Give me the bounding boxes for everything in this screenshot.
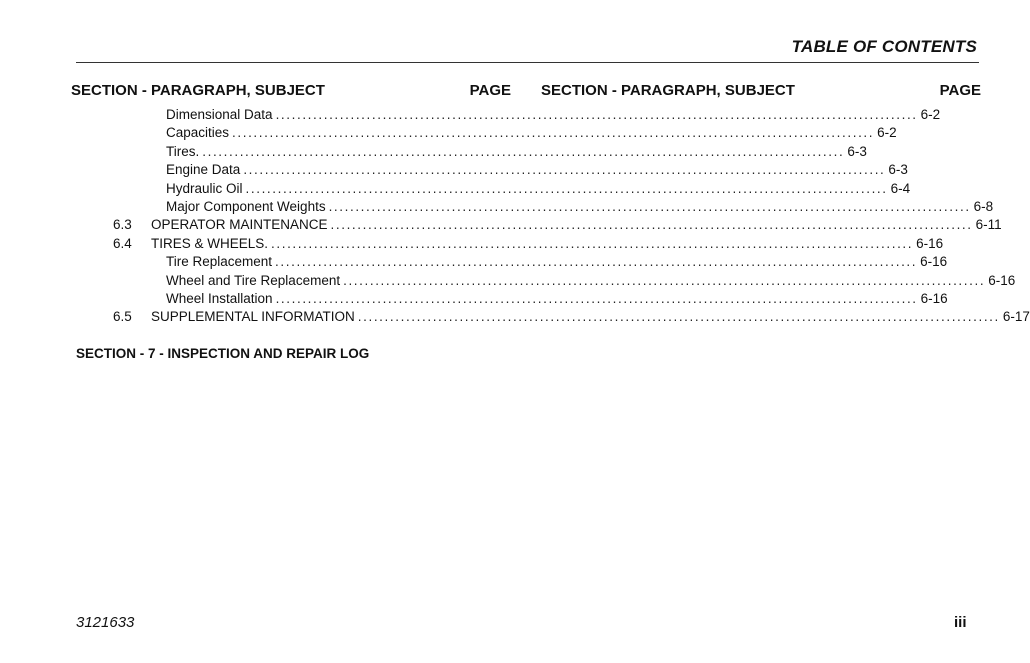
toc-entry-title: Tires. xyxy=(166,143,200,159)
toc-entry-page: 6-16 xyxy=(920,291,948,306)
toc-entry-title: SUPPLEMENTAL INFORMATION xyxy=(151,309,355,325)
toc-entry-title: Capacities xyxy=(166,125,230,141)
toc-entry-number: 6.4 xyxy=(113,235,132,251)
toc-entry[interactable] xyxy=(113,308,1030,326)
toc-entry-page: 6-11 xyxy=(975,217,1002,233)
toc-entry-title: Hydraulic Oil xyxy=(166,180,243,196)
dot-leader: ........................................................................................................................ xyxy=(232,125,875,141)
toc-entry-title: Major Component Weights xyxy=(166,199,326,214)
toc-entry-title: TIRES & WHEELS. xyxy=(151,235,269,251)
header-rule xyxy=(76,62,979,63)
column-header-left xyxy=(71,82,511,102)
toc-entry-page: 6-2 xyxy=(920,107,941,122)
toc-entry[interactable] xyxy=(166,253,948,271)
toc-entry-title: Wheel and Tire Replacement xyxy=(166,272,341,288)
toc-entry[interactable] xyxy=(166,124,897,142)
page-heading: PAGE xyxy=(469,82,511,99)
dot-leader: ........................................................................................................................ xyxy=(357,309,1000,325)
toc-entry[interactable] xyxy=(166,272,1016,290)
toc-entry-page: 6-16 xyxy=(920,254,948,270)
toc-entry-page: 6-3 xyxy=(888,162,908,178)
column-header-right xyxy=(541,82,981,102)
toc-entry[interactable] xyxy=(166,161,908,179)
page-number: iii xyxy=(954,614,967,631)
dot-leader: ........................................................................................................................ xyxy=(245,180,888,196)
toc-entry[interactable] xyxy=(166,106,941,124)
subject-heading: SECTION - PARAGRAPH, SUBJECT xyxy=(541,82,795,99)
toc-entry-page: 6-16 xyxy=(988,272,1016,288)
dot-leader: ........................................................................................................................ xyxy=(343,272,986,288)
document-number: 3121633 xyxy=(76,614,135,631)
dot-leader: ........................................................................................................................ xyxy=(275,254,918,270)
toc-entry-page: 6-4 xyxy=(890,180,911,196)
toc-entry-title: OPERATOR MAINTENANCE xyxy=(151,217,328,233)
toc-entry[interactable] xyxy=(166,180,911,198)
dot-leader: ........................................................................................................................ xyxy=(328,199,971,214)
toc-entry[interactable] xyxy=(166,290,948,308)
dot-leader: ........................................................................................................................ xyxy=(271,235,914,251)
toc-entry-title: Engine Data xyxy=(166,162,241,178)
toc-entry-page: 6-17 xyxy=(1002,309,1030,325)
toc-entry[interactable] xyxy=(166,198,994,216)
dot-leader: ........................................................................................................................ xyxy=(330,217,973,233)
toc-entry-title: Dimensional Data xyxy=(166,107,273,122)
dot-leader: ........................................................................................................................ xyxy=(202,143,845,159)
page-title: TABLE OF CONTENTS xyxy=(791,37,977,56)
toc-entry-page: 6-8 xyxy=(973,199,994,214)
toc-entry[interactable] xyxy=(113,235,944,253)
toc-entry-title: Tire Replacement xyxy=(166,254,273,270)
toc-entry[interactable] xyxy=(113,216,1002,234)
toc-entry-page: 6-16 xyxy=(916,235,944,251)
dot-leader: ........................................................................................................................ xyxy=(275,107,918,122)
subject-heading: SECTION - PARAGRAPH, SUBJECT xyxy=(71,82,325,99)
toc-entry-title: Wheel Installation xyxy=(166,291,273,306)
dot-leader: ........................................................................................................................ xyxy=(243,162,886,178)
toc-entry-number: 6.5 xyxy=(113,309,132,325)
toc-entry-number: 6.3 xyxy=(113,217,132,233)
toc-entry-page: 6-3 xyxy=(847,143,867,159)
page-heading: PAGE xyxy=(939,82,981,99)
section-7-heading[interactable]: SECTION - 7 - INSPECTION AND REPAIR LOG xyxy=(76,346,370,361)
dot-leader: ........................................................................................................................ xyxy=(275,291,918,306)
toc-entry[interactable] xyxy=(166,143,867,161)
toc-entry-page: 6-2 xyxy=(877,125,897,141)
